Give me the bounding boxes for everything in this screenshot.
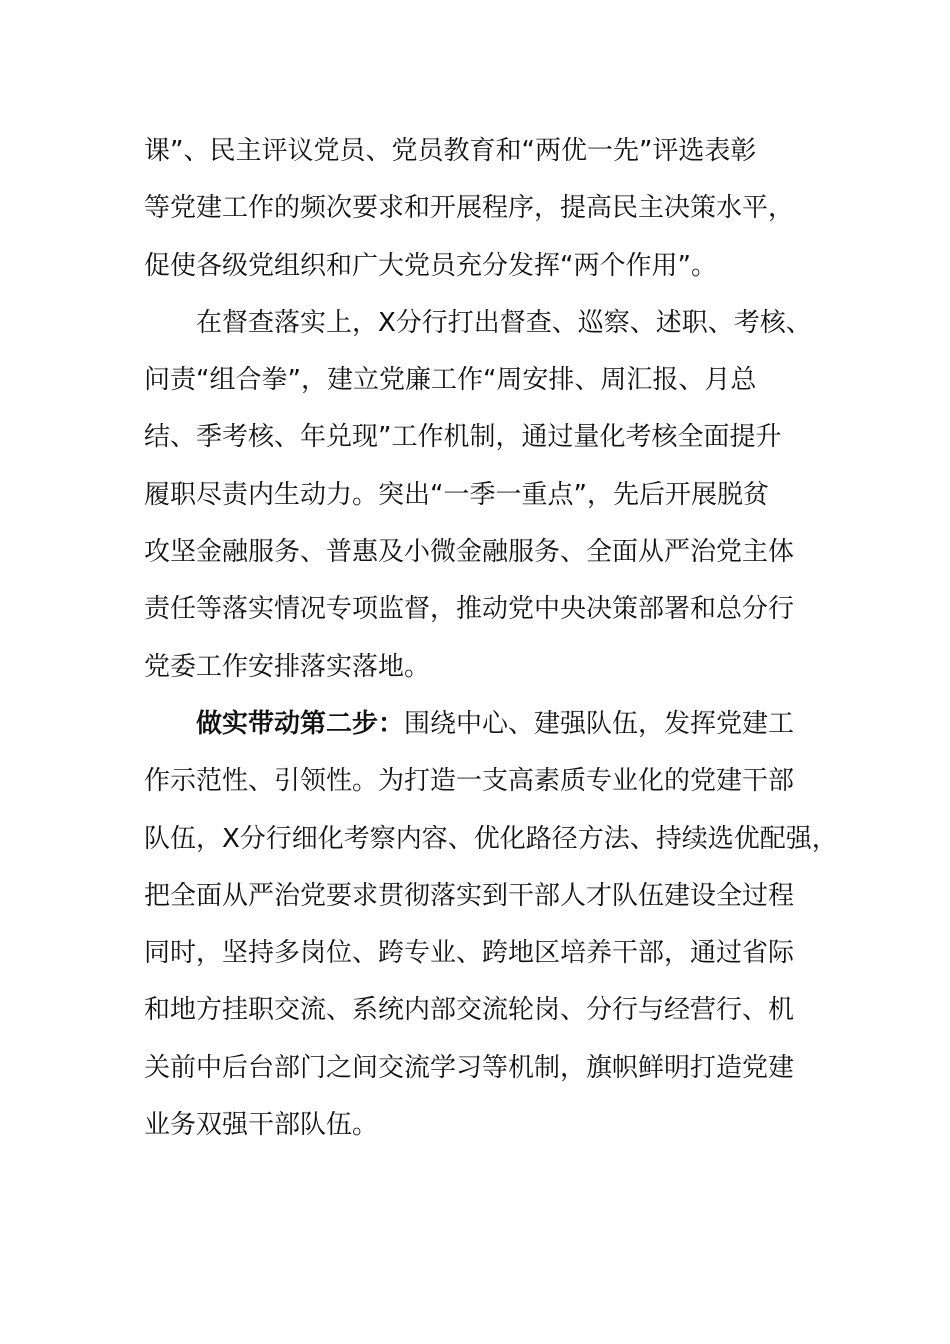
paragraph-line: 同时，坚持多岗位、跨专业、跨地区培养干部，通过省际	[144, 938, 795, 969]
paragraph-line: 攻坚金融服务、普惠及小微金融服务、全面从严治党主体	[144, 537, 795, 568]
paragraph-1	[144, 123, 844, 295]
paragraph-line: 责任等落实情况专项监督，推动党中央决策部署和总分行	[144, 594, 795, 625]
paragraph-2	[144, 295, 844, 696]
section-lead-heading: 做实带动第二步：	[196, 708, 405, 739]
paragraph-line: 在督查落实上，X分行打出督查、巡察、述职、考核、	[196, 307, 812, 338]
paragraph-line: 问责“组合拳”，建立党廉工作“周安排、周汇报、月总	[144, 365, 757, 396]
paragraph-line: 和地方挂职交流、系统内部交流轮岗、分行与经营行、机	[144, 995, 795, 1026]
paragraph-line: 党委工作安排落实落地。	[144, 651, 431, 682]
paragraph-first-line	[144, 696, 844, 753]
paragraph-line: 业务双强干部队伍。	[144, 1110, 379, 1141]
paragraph-line: 结、季考核、年兑现”工作机制，通过量化考核全面提升	[144, 422, 782, 453]
paragraph-line: 队伍，X分行细化考察内容、优化路径方法、持续选优配强，	[144, 823, 838, 854]
paragraph-line: 课”、民主评议党员、党员教育和“两优一先”评选表彰	[144, 136, 757, 166]
paragraph-line: 促使各级党组织和广大党员充分发挥“两个作用”。	[144, 250, 717, 281]
paragraph-line: 把全面从严治党要求贯彻落实到干部人才队伍建设全过程	[144, 880, 795, 911]
paragraph-line: 履职尽责内生动力。突出“一季一重点”，先后开展脱贫	[144, 479, 769, 510]
paragraph-3	[144, 696, 844, 1154]
paragraph-line: 关前中后台部门之间交流学习等机制，旗帜鲜明打造党建	[144, 1052, 795, 1083]
paragraph-line-text: 围绕中心、建强队伍，发挥党建工	[404, 708, 795, 739]
paragraph-line: 作示范性、引领性。为打造一支高素质专业化的党建干部	[144, 766, 795, 797]
document-body	[144, 123, 844, 1154]
paragraph-line: 等党建工作的频次要求和开展程序，提高民主决策水平，	[144, 193, 795, 224]
